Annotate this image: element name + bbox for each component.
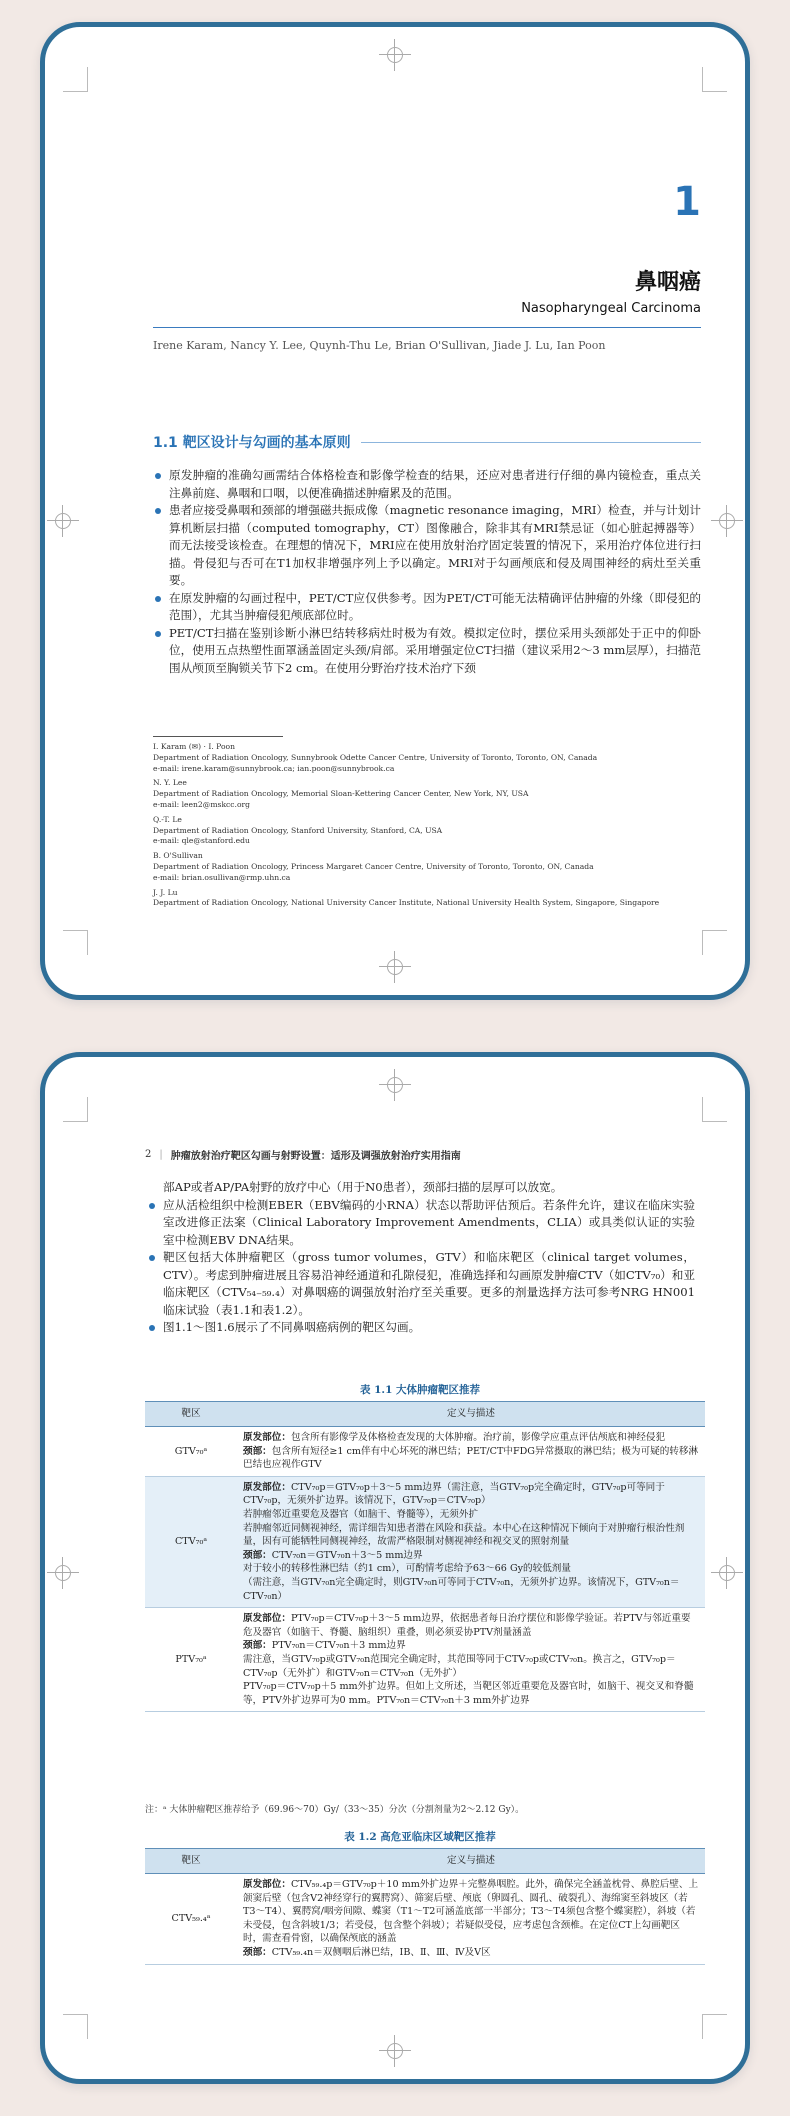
site-keyword: 原发部位： xyxy=(243,1613,291,1625)
affiliation-entry xyxy=(153,851,705,883)
section-title: 1.1 靶区设计与勾画的基本原则 xyxy=(153,435,351,451)
bullet-item: 原发肿瘤的准确勾画需结合体格检查和影像学检查的结果，还应对患者进行仔细的鼻内镜检查，重点关注鼻前庭、鼻咽和口咽，以便准确描述肿瘤累及的范围。 xyxy=(153,467,701,502)
affiliation-dept: Department of Radiation Oncology, National University Cancer Institute, National University Health System, Singapore, Singapore xyxy=(153,898,660,908)
table-2-caption: 表 1.2 高危亚临床区域靶区推荐 xyxy=(344,1831,496,1843)
description-line xyxy=(243,1576,699,1603)
affiliation-name: I. Karam (✉) · I. Poon xyxy=(153,742,235,751)
bullet-item: 在原发肿瘤的勾画过程中，PET/CT应仅供参考。因为PET/CT可能无法精确评估肿瘤的外缘（即侵犯的范围），尤其当肿瘤侵犯颅底部位时。 xyxy=(153,590,701,625)
column-header: 定义与描述 xyxy=(237,1402,705,1427)
table-header-row xyxy=(145,1402,705,1427)
affiliation-email: e-mail: qle@stanford.edu xyxy=(153,836,250,846)
affiliation-entry xyxy=(153,888,705,910)
description-text: PTV₇₀p＝CTV₇₀p＋5 mm外扩边界。但如上文所述，当靶区邻近重要危及器官时，如脑干、视交叉和脊髓等，PTV外扩边界可为0 mm。PTV₇₀n＝CTV₇₀n＋3 mm外扩边界 xyxy=(243,1681,694,1706)
table-2 xyxy=(145,1848,705,1965)
affiliation-name: J. J. Lu xyxy=(153,887,178,897)
affiliation-email: e-mail: brian.osullivan@rmp.uhn.ca xyxy=(153,872,291,882)
book-title: 肿瘤放射治疗靶区勾画与射野设置：适形及调强放射治疗实用指南 xyxy=(170,1151,461,1162)
description-line xyxy=(243,1522,699,1549)
crop-mark-bottom-right xyxy=(702,930,727,955)
description-line xyxy=(243,1946,699,1960)
site-keyword: 颈部： xyxy=(243,1640,272,1652)
column-header: 靶区 xyxy=(145,1402,237,1427)
crop-mark-bottom-right xyxy=(702,2014,727,2039)
column-header: 定义与描述 xyxy=(237,1849,705,1874)
target-volume-description xyxy=(237,1427,705,1477)
registration-mark-bottom xyxy=(379,2035,411,2067)
site-keyword: 颈部： xyxy=(243,1445,272,1457)
section-rule xyxy=(361,442,701,443)
description-text: 若肿瘤邻近重要危及器官（如脑干、脊髓等），无须外扩 xyxy=(243,1508,479,1520)
affiliation-entry xyxy=(153,815,705,847)
description-text: CTV₅₉.₄p＝GTV₇₀p＋10 mm外扩边界＋完整鼻咽腔。此外，确保完全涵盖枕骨、鼻腔后壁、上颌窦后壁（包含V2神经穿行的翼腭窝）、筛窦后壁、颅底（卵圆孔、圆孔、破裂孔）、海绵窦至斜坡区（若T3～T4）、翼腭窝/咽旁间隙、蝶窦（T1～T2可涵盖底部一半部分；T3～T4须包含整个蝶窦腔），斜坡（若未受侵，包含斜坡1/3；若受侵，包含整个斜坡）；若疑似受侵，应考虑包含颈椎。在定位CT上勾画靶区时，需查看骨窗，以确保颅底的涵盖 xyxy=(243,1879,699,1945)
target-volume-label: GTV₇₀ᵃ xyxy=(145,1427,237,1477)
table-1-body xyxy=(145,1427,705,1712)
bullet-item: 患者应接受鼻咽和颈部的增强磁共振成像（magnetic resonance imaging，MRI）检查，并与计划计算机断层扫描（computed tomography，CT）图像融合，除非其有MRI禁忌证（如心脏起搏器等）而无法接受该检查。在理想的情况下，MRI应在使用放射治疗固定装置的情况下，采用治疗体位进行扫描。骨侵犯与否可在T1加权非增强序列上予以确定。MRI对于勾画颅底和侵及周围神经的病灶至关重要。 xyxy=(153,502,701,590)
table-1 xyxy=(145,1401,705,1712)
description-line xyxy=(243,1481,699,1508)
affiliation-entry xyxy=(153,778,705,810)
description-text: 需注意，当GTV₇₀p或GTV₇₀n范围完全确定时，其范围等同于CTV₇₀p或CTV₇₀n。换言之，GTV₇₀p＝CTV₇₀p（无外扩）和GTV₇₀n＝CTV₇₀n（无外扩） xyxy=(243,1653,676,1679)
description-text: 包含所有短径≥1 cm伴有中心坏死的淋巴结；PET/CT中FDG异常摄取的淋巴结；极为可疑的转移淋巴结也应视作GTV xyxy=(243,1445,699,1471)
affiliation-dept: Department of Radiation Oncology, Sunnybrook Odette Cancer Centre, University of Toronto, Toronto, ON, Canada xyxy=(153,752,598,762)
registration-mark-left xyxy=(47,1557,79,1589)
page-number: 2 xyxy=(145,1149,152,1160)
description-line xyxy=(243,1549,699,1563)
affiliation-dept: Department of Radiation Oncology, Princess Margaret Cancer Centre, University of Toronto, Toronto, ON, Canada xyxy=(153,861,594,871)
table-row xyxy=(145,1608,705,1712)
description-line xyxy=(243,1878,699,1946)
affiliation-email: e-mail: leen2@mskcc.org xyxy=(153,799,251,809)
table-1-caption: 表 1.1 大体肿瘤靶区推荐 xyxy=(359,1384,481,1396)
chapter-title-cn: 鼻咽癌 xyxy=(634,270,701,295)
description-line xyxy=(243,1445,699,1472)
target-volume-description xyxy=(237,1608,705,1712)
bullet-item: 应从活检组织中检测EBER（EBV编码的小RNA）状态以帮助评估预后。若条件允许，建议在临床实验室改进修正法案（Clinical Laboratory Improvement Amendments，CLIA）或具类似认证的实验室中检测EBV DNA结果。 xyxy=(147,1197,695,1250)
description-line xyxy=(243,1431,699,1445)
affiliation-dept: Department of Radiation Oncology, Memorial Sloan-Kettering Cancer Center, New York, NY, USA xyxy=(153,789,529,799)
registration-mark-left xyxy=(47,505,79,537)
description-line xyxy=(243,1612,699,1639)
affiliations xyxy=(153,742,705,913)
registration-mark-bottom xyxy=(379,951,411,983)
crop-mark-top-left xyxy=(63,67,88,92)
description-line xyxy=(243,1639,699,1653)
site-keyword: 原发部位： xyxy=(243,1879,291,1890)
target-volume-label: CTV₅₉.₄ᵃ xyxy=(145,1874,237,1965)
principle-list-continued xyxy=(147,1179,695,1337)
chapter-title-en: Nasopharyngeal Carcinoma xyxy=(521,301,701,316)
affiliation-dept: Department of Radiation Oncology, Stanford University, Stanford, CA, USA xyxy=(153,825,443,835)
target-volume-description xyxy=(237,1476,705,1607)
target-volume-description xyxy=(237,1874,705,1965)
description-line xyxy=(243,1680,699,1707)
site-keyword: 原发部位： xyxy=(243,1432,291,1443)
description-text: 对于较小的转移性淋巴结（约1 cm），可酌情考虑给予63～66 Gy的较低剂量 xyxy=(243,1563,571,1575)
crop-mark-bottom-left xyxy=(63,2014,88,2039)
header-separator: | xyxy=(159,1149,163,1160)
table-row xyxy=(145,1476,705,1607)
crop-mark-top-left xyxy=(63,1097,88,1122)
table-row xyxy=(145,1427,705,1477)
bullet-item: 靶区包括大体肿瘤靶区（gross tumor volumes，GTV）和临床靶区（clinical target volumes，CTV）。考虑到肿瘤进展且容易沿神经通道和孔隙侵犯，准确选择和勾画原发肿瘤CTV（如CTV₇₀）和亚临床靶区（CTV₅₄₋₅₉.₄）对鼻咽癌的调强放射治疗至关重要。更多的剂量选择方法可参考NRG HN001临床试验（表1.1和表1.2）。 xyxy=(147,1249,695,1319)
registration-mark-top xyxy=(379,39,411,71)
table-2-body xyxy=(145,1874,705,1965)
description-text: （需注意，当GTV₇₀n完全确定时，则GTV₇₀n可等同于CTV₇₀n，无须外扩边界。该情况下，GTV₇₀n＝CTV₇₀n） xyxy=(243,1576,680,1602)
crop-mark-top-right xyxy=(702,67,727,92)
book-page-1 xyxy=(40,22,750,1000)
registration-mark-right xyxy=(711,505,743,537)
crop-mark-top-right xyxy=(702,1097,727,1122)
site-keyword: 原发部位： xyxy=(243,1481,291,1493)
description-text: CTV₇₀p＝GTV₇₀p＋3～5 mm边界（需注意，当GTV₇₀p完全确定时，GTV₇₀p可等同于CTV₇₀p，无须外扩边界。该情况下，GTV₇₀p＝CTV₇₀p） xyxy=(243,1481,665,1507)
affiliation-name: B. O'Sullivan xyxy=(153,851,203,861)
bullet-item: PET/CT扫描在鉴别诊断小淋巴结转移病灶时极为有效。模拟定位时，摆位采用头颈部处于正中的仰卧位，使用五点热塑性面罩涵盖固定头颈/肩部。采用增强定位CT扫描（建议采用2～3 mm层厚），扫描范围从颅顶至胸锁关节下2 cm。在使用分野治疗技术治疗下颈 xyxy=(153,625,701,678)
principle-list xyxy=(153,467,701,677)
section-heading xyxy=(153,432,701,452)
table-1-note: 注：ᵃ 大体肿瘤靶区推荐给予（69.96～70）Gy/（33～35）分次（分割剂量为2～2.12 Gy）。 xyxy=(145,1805,525,1815)
column-header: 靶区 xyxy=(145,1849,237,1874)
description-line xyxy=(243,1653,699,1680)
description-text: CTV₅₉.₄n＝双侧咽后淋巴结，ⅠB、Ⅱ、Ⅲ、Ⅳ及Ⅴ区 xyxy=(271,1946,491,1958)
table-row xyxy=(145,1874,705,1965)
description-text: CTV₇₀n＝GTV₇₀n＋3～5 mm边界 xyxy=(271,1549,423,1561)
site-keyword: 颈部： xyxy=(243,1946,272,1958)
registration-mark-top xyxy=(379,1069,411,1101)
affiliation-entry xyxy=(153,742,705,774)
description-line xyxy=(243,1562,699,1576)
author-list: Irene Karam, Nancy Y. Lee, Quynh-Thu Le, Brian O'Sullivan, Jiade J. Lu, Ian Poon xyxy=(153,339,606,352)
table-header-row xyxy=(145,1849,705,1874)
registration-mark-right xyxy=(711,1557,743,1589)
target-volume-label: PTV₇₀ᵃ xyxy=(145,1608,237,1712)
description-text: PTV₇₀p＝CTV₇₀p＋3～5 mm边界，依据患者每日治疗摆位和影像学验证。若PTV与邻近重要危及器官（如脑干、脊髓、脑组织）重叠，则必须妥协PTV剂量涵盖 xyxy=(243,1613,691,1638)
description-line xyxy=(243,1508,699,1522)
description-text: 若肿瘤邻近同侧视神经，需详细告知患者潜在风险和获益。本中心在这种情况下倾向于对肿瘤行根治性剂量，因有可能牺牲同侧视神经，故需严格限制对侧视神经和视交叉的照射剂量 xyxy=(243,1522,685,1548)
book-page-2 xyxy=(40,1052,750,2084)
running-head xyxy=(145,1147,461,1162)
chapter-number: 1 xyxy=(673,179,701,225)
affiliation-email: e-mail: irene.karam@sunnybrook.ca; ian.poon@sunnybrook.ca xyxy=(153,763,395,773)
footnote-rule xyxy=(153,736,283,737)
affiliation-name: N. Y. Lee xyxy=(153,778,187,788)
description-text: PTV₇₀n＝CTV₇₀n＋3 mm边界 xyxy=(271,1640,406,1652)
title-divider xyxy=(153,327,701,328)
bullet-item: 图1.1～图1.6展示了不同鼻咽癌病例的靶区勾画。 xyxy=(147,1319,695,1337)
site-keyword: 颈部： xyxy=(243,1549,272,1561)
description-text: 包含所有影像学及体格检查发现的大体肿瘤。治疗前，影像学应重点评估颅底和神经侵犯 xyxy=(290,1432,666,1443)
affiliation-name: Q.-T. Le xyxy=(153,814,182,824)
target-volume-label: CTV₇₀ᵃ xyxy=(145,1476,237,1607)
continuation-text: 部AP或者AP/PA射野的放疗中心（用于N0患者），颈部扫描的层厚可以放宽。 xyxy=(163,1180,563,1194)
crop-mark-bottom-left xyxy=(63,930,88,955)
